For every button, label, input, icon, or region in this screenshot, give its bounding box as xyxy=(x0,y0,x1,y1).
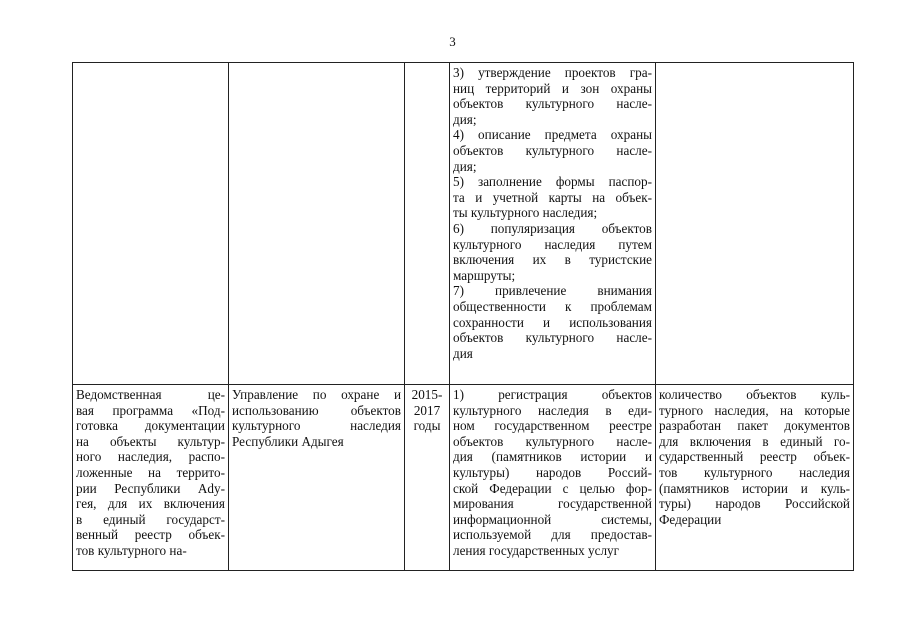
text-line: объектов культурного насле- xyxy=(453,433,652,449)
text-line: ном государственном реестре xyxy=(453,418,652,434)
text-line: сударственный реестр объек- xyxy=(659,449,850,465)
text-line: гея, для их включения xyxy=(76,496,225,512)
cell-executor xyxy=(229,63,405,385)
text-line: туры) народов Российской xyxy=(659,496,850,512)
text-line: 3) утверждение проектов гра- xyxy=(453,65,652,80)
table-row-program xyxy=(73,385,854,571)
text-line: 4) описание предмета охраны xyxy=(453,127,652,143)
text-line: рии Республики Ady- xyxy=(76,480,225,496)
text-line: (памятников истории и куль- xyxy=(659,480,850,496)
text-line: 6) популяризация объектов xyxy=(453,220,652,236)
text-line: разработан пакет документов xyxy=(659,418,850,434)
program-table xyxy=(72,62,854,571)
text-line: общественности к проблемам xyxy=(453,298,652,314)
text-line: культурного наследия xyxy=(232,418,401,434)
text-line: для включения в единый го- xyxy=(659,433,850,449)
text-line: Федерации xyxy=(659,511,722,527)
text-line: маршруты; xyxy=(453,267,516,283)
cell-program-name xyxy=(73,385,229,571)
text-line: объектов культурного насле- xyxy=(453,96,652,112)
text-line: ской Федерации с целью фор- xyxy=(453,480,652,496)
text-line: годы xyxy=(413,418,441,434)
text-line: 2015- xyxy=(411,387,443,402)
text-line: тов культурного наследия xyxy=(659,464,850,480)
text-line: в единый государст- xyxy=(76,511,225,527)
text-line: дия; xyxy=(453,158,477,174)
cell-measures xyxy=(450,63,656,385)
cell-executor xyxy=(229,385,405,571)
text-line: 7) привлечение внимания xyxy=(453,283,652,299)
text-line: ления государственных услуг xyxy=(453,542,620,558)
text-line: 5) заполнение формы паспор- xyxy=(453,174,652,190)
text-line: тов культурного на- xyxy=(76,542,187,558)
text-line: дия (памятников истории и xyxy=(453,449,652,465)
text-line: ложенные на террито- xyxy=(76,464,225,480)
text-line: на объекты культур- xyxy=(76,433,225,449)
text-line: ниц территорий и зон охраны xyxy=(453,80,652,96)
text-line: та и учетной карты на объек- xyxy=(453,189,652,205)
text-line: турного наследия, на которые xyxy=(659,402,850,418)
text-line: Ведомственная це- xyxy=(76,387,225,402)
text-line: объектов культурного насле- xyxy=(453,142,652,158)
text-line: количество объектов куль- xyxy=(659,387,850,402)
text-line: готовка документации xyxy=(76,418,225,434)
text-line: Управление по охране и xyxy=(232,387,401,402)
cell-period xyxy=(405,63,450,385)
cell-measures xyxy=(450,385,656,571)
text-line: использованию объектов xyxy=(232,402,401,418)
text-line: мирования государственной xyxy=(453,496,652,512)
text-line: культурного наследия путем xyxy=(453,236,652,252)
text-line: дия; xyxy=(453,111,477,127)
cell-indicators xyxy=(656,385,854,571)
text-line: вая программа «Под- xyxy=(76,402,225,418)
page-number: 3 xyxy=(449,34,456,49)
cell-program-name xyxy=(73,63,229,385)
text-line: ты культурного наследия; xyxy=(453,205,598,221)
text-line: 1) регистрация объектов xyxy=(453,387,652,402)
text-line: включения их в туристские xyxy=(453,252,652,268)
text-line: Республики Адыгея xyxy=(232,433,344,449)
text-line: венный реестр объек- xyxy=(76,527,225,543)
text-line: культурного наследия в еди- xyxy=(453,402,652,418)
table-row-continuation xyxy=(73,63,854,385)
text-line: объектов культурного насле- xyxy=(453,330,652,346)
text-line: 2017 xyxy=(413,402,441,418)
cell-period xyxy=(405,385,450,571)
text-line: сохранности и использования xyxy=(453,314,652,330)
cell-indicators xyxy=(656,63,854,385)
text-line: культуры) народов Россий- xyxy=(453,464,652,480)
text-line: дия xyxy=(453,345,473,361)
text-line: используемой для предостав- xyxy=(453,527,652,543)
text-line: ного наследия, распо- xyxy=(76,449,225,465)
text-line: информационной системы, xyxy=(453,511,652,527)
